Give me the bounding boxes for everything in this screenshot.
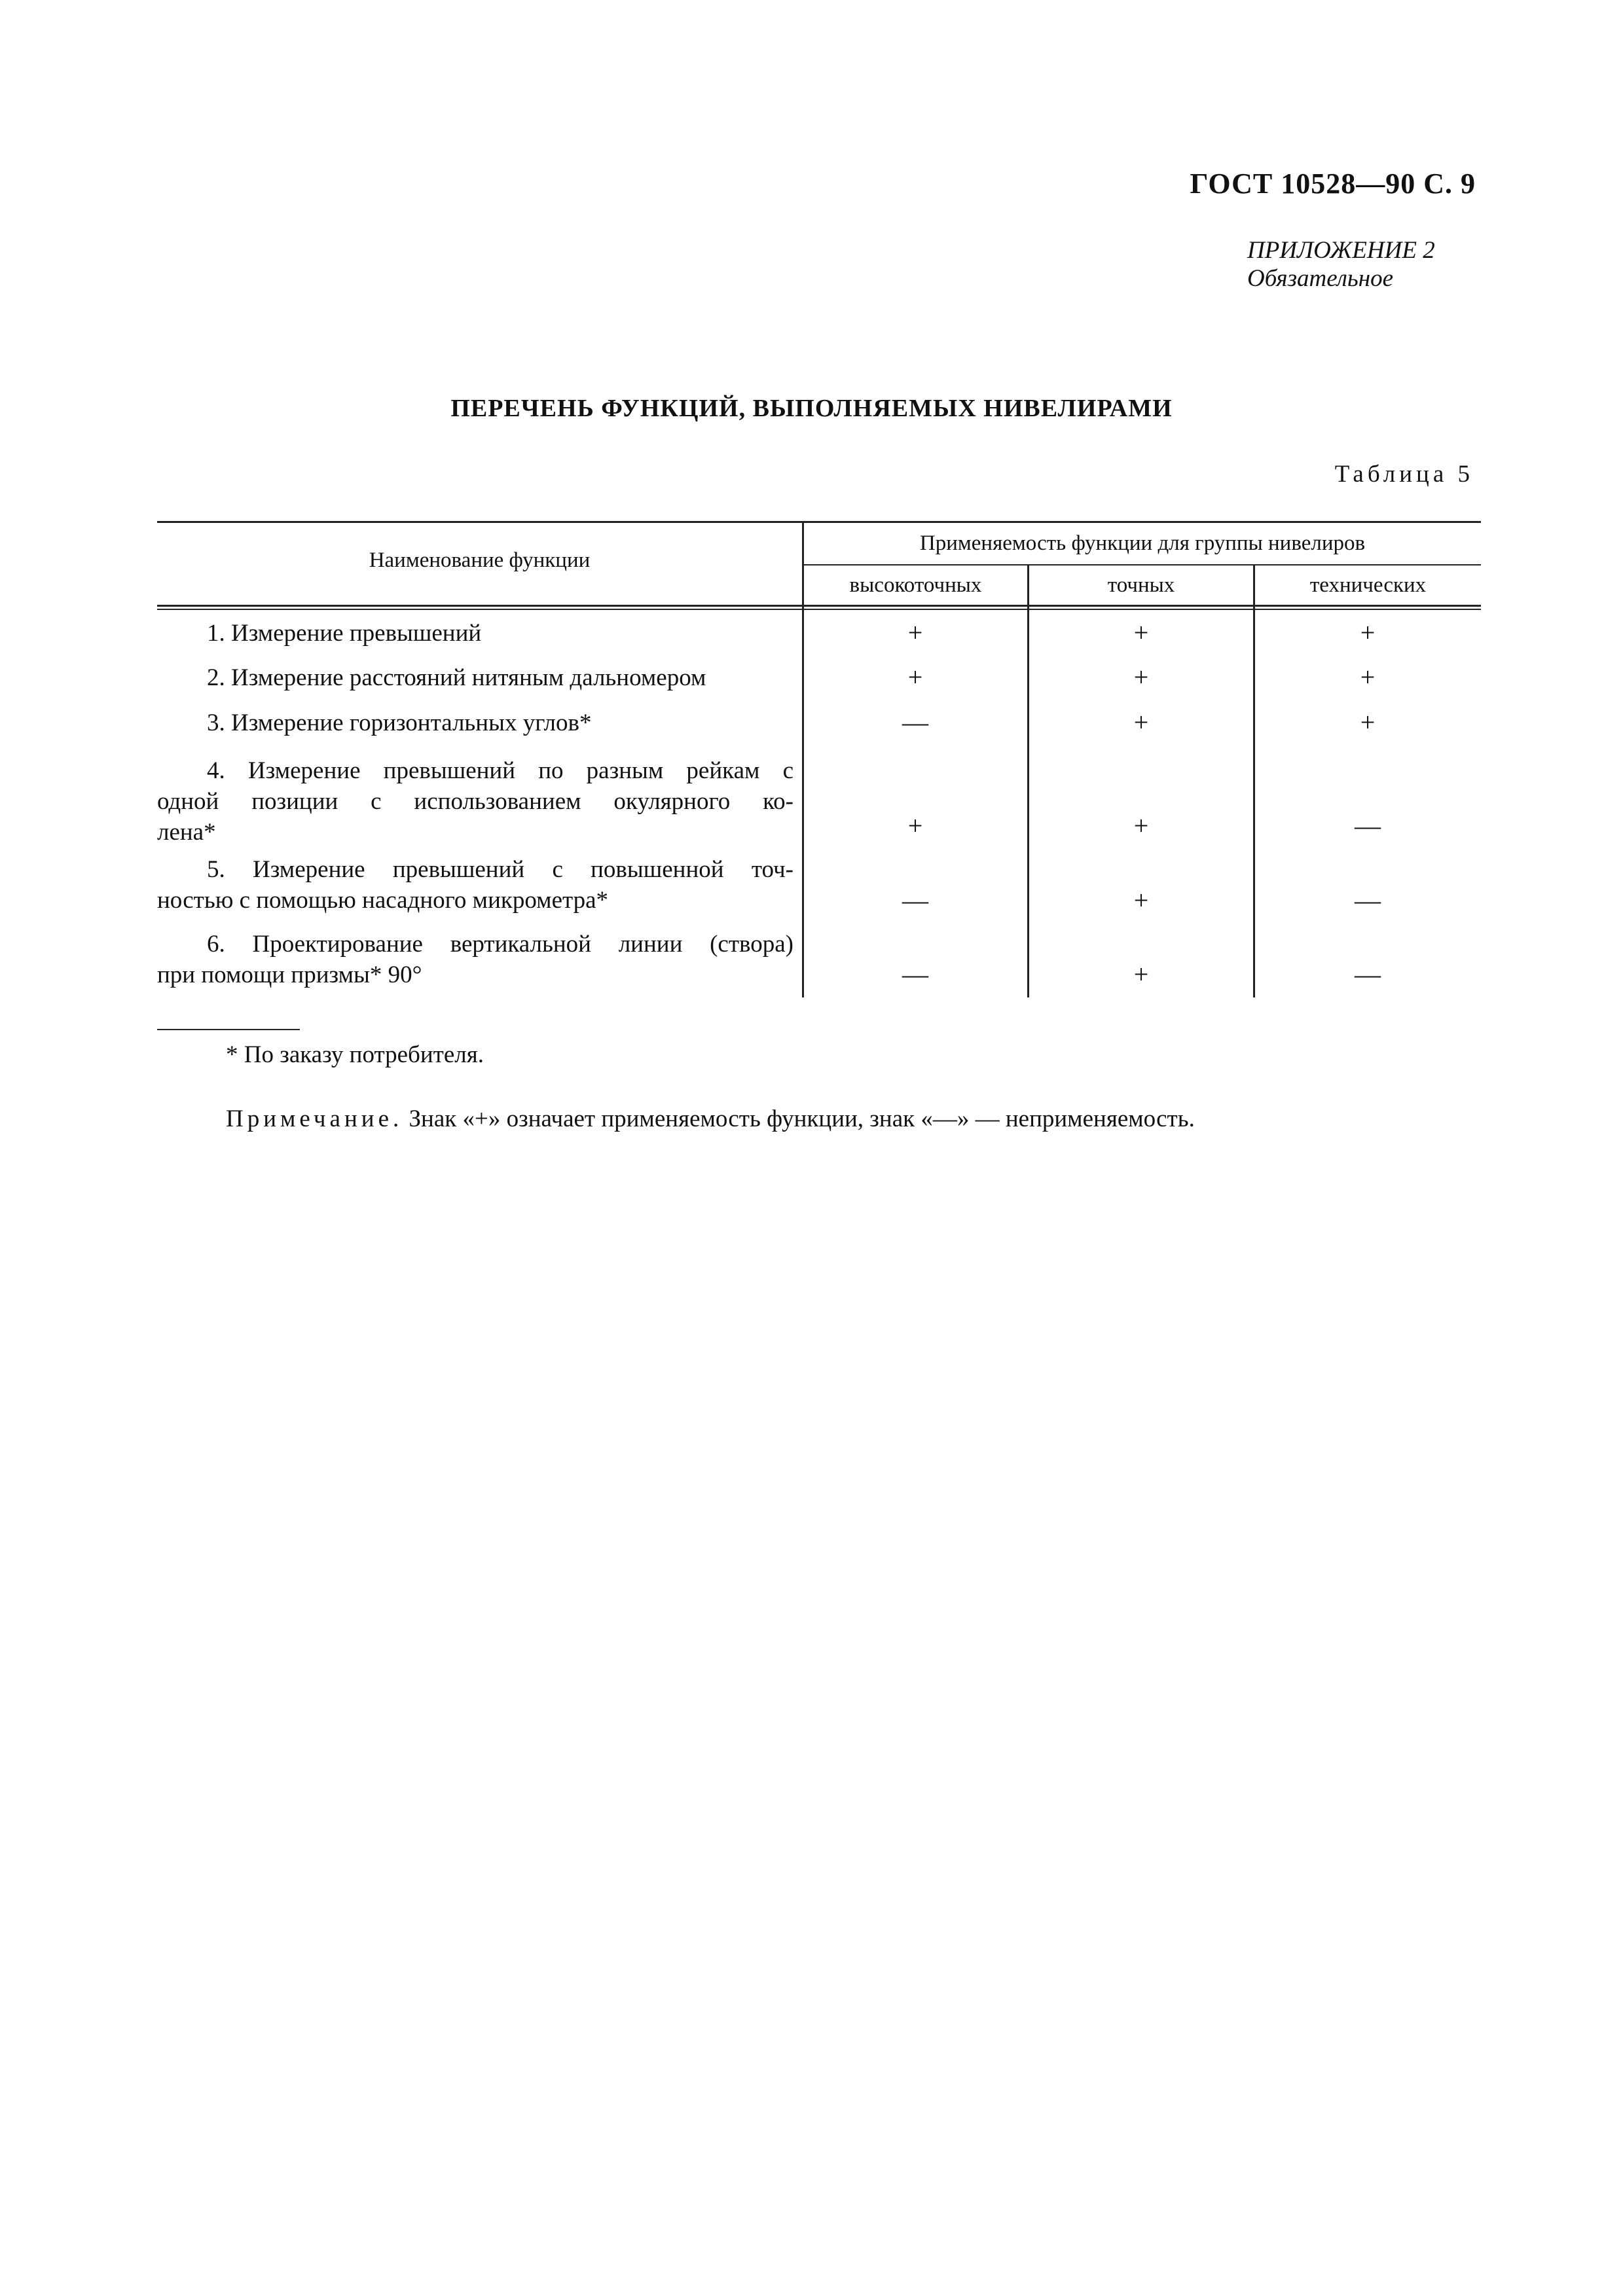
- document-title: ПЕРЕЧЕНЬ ФУНКЦИЙ, ВЫПОЛНЯЕМЫХ НИВЕЛИРАМИ: [450, 395, 1173, 422]
- function-text: при помощи призмы* 90°: [157, 961, 422, 988]
- table-row-5-high-precision: —: [902, 886, 928, 915]
- table-label: Таблица 5: [1334, 461, 1474, 488]
- function-text: ностью с помощью насадного микрометра*: [157, 886, 609, 914]
- table-row-6-precision: +: [1133, 960, 1149, 989]
- appendix-status: Обязательное: [1247, 264, 1394, 292]
- function-text: 2. Измерение расстояний нитяным дальномером: [207, 664, 706, 691]
- table-top-rule: [157, 521, 1481, 523]
- table-row-6-high-precision: —: [902, 960, 928, 989]
- header-applicability: Применяемость функции для группы нивелиров: [919, 531, 1366, 555]
- table-row-3-technical: +: [1360, 708, 1376, 737]
- table-row-1-high-precision: +: [907, 618, 923, 647]
- document-id: ГОСТ 10528—90 С. 9: [1190, 168, 1476, 200]
- table-row-3-function: [157, 708, 793, 739]
- table-row-2-technical: +: [1360, 662, 1376, 692]
- note-paragraph: [226, 1105, 1195, 1133]
- table-row-1-technical: +: [1360, 618, 1376, 647]
- table-row-6-function: [157, 929, 793, 991]
- table-row-1-function: [157, 619, 793, 649]
- header-function-name: Наименование функции: [369, 548, 591, 572]
- table-row-2-precision: +: [1133, 662, 1149, 692]
- table-row-2-function: [157, 663, 793, 694]
- appendix-block: [1247, 237, 1435, 293]
- table-row-2-high-precision: +: [907, 662, 923, 692]
- table-subheader-rule: [803, 564, 1481, 565]
- function-text: лена*: [157, 818, 216, 846]
- table-row-3-precision: +: [1133, 708, 1149, 737]
- table-row-5-precision: +: [1133, 886, 1149, 915]
- table-header-bottom-rule: [157, 605, 1481, 607]
- function-text: 1. Измерение превышений: [207, 620, 482, 647]
- table-row-3-high-precision: —: [902, 708, 928, 737]
- table-col-divider-3: [1253, 564, 1255, 997]
- table-row-4-technical: —: [1355, 811, 1381, 840]
- footnote-divider: [157, 1029, 300, 1030]
- footnote: * По заказу потребителя.: [226, 1041, 484, 1068]
- function-text: одной позиции с использованием окулярного ко-: [157, 787, 793, 815]
- table-row-1-precision: +: [1133, 618, 1149, 647]
- table-row-4-function: [157, 756, 793, 848]
- table-row-4-precision: +: [1133, 811, 1149, 840]
- appendix-number: ПРИЛОЖЕНИЕ 2: [1247, 237, 1435, 264]
- header-technical: технических: [1309, 573, 1427, 597]
- table-header-bottom-rule-double: [157, 609, 1481, 610]
- function-text: 4. Измерение превышений по разным рейкам с: [207, 757, 793, 784]
- table-row-5-function: [157, 855, 793, 916]
- header-high-precision: высокоточных: [849, 573, 982, 597]
- header-precision: точных: [1107, 573, 1175, 597]
- note-text: Знак «+» означает применяемость функции, знак «—» — неприменяемость.: [409, 1105, 1195, 1132]
- note-label: Примечание.: [226, 1105, 403, 1132]
- function-text: 6. Проектирование вертикальной линии (створа): [207, 931, 793, 958]
- table-row-6-technical: —: [1355, 960, 1381, 989]
- table-col-divider-2: [1027, 564, 1029, 997]
- table-row-5-technical: —: [1355, 886, 1381, 915]
- table-row-4-high-precision: +: [907, 811, 923, 840]
- function-text: 5. Измерение превышений с повышенной точ-: [207, 856, 793, 883]
- function-text: 3. Измерение горизонтальных углов*: [207, 709, 592, 736]
